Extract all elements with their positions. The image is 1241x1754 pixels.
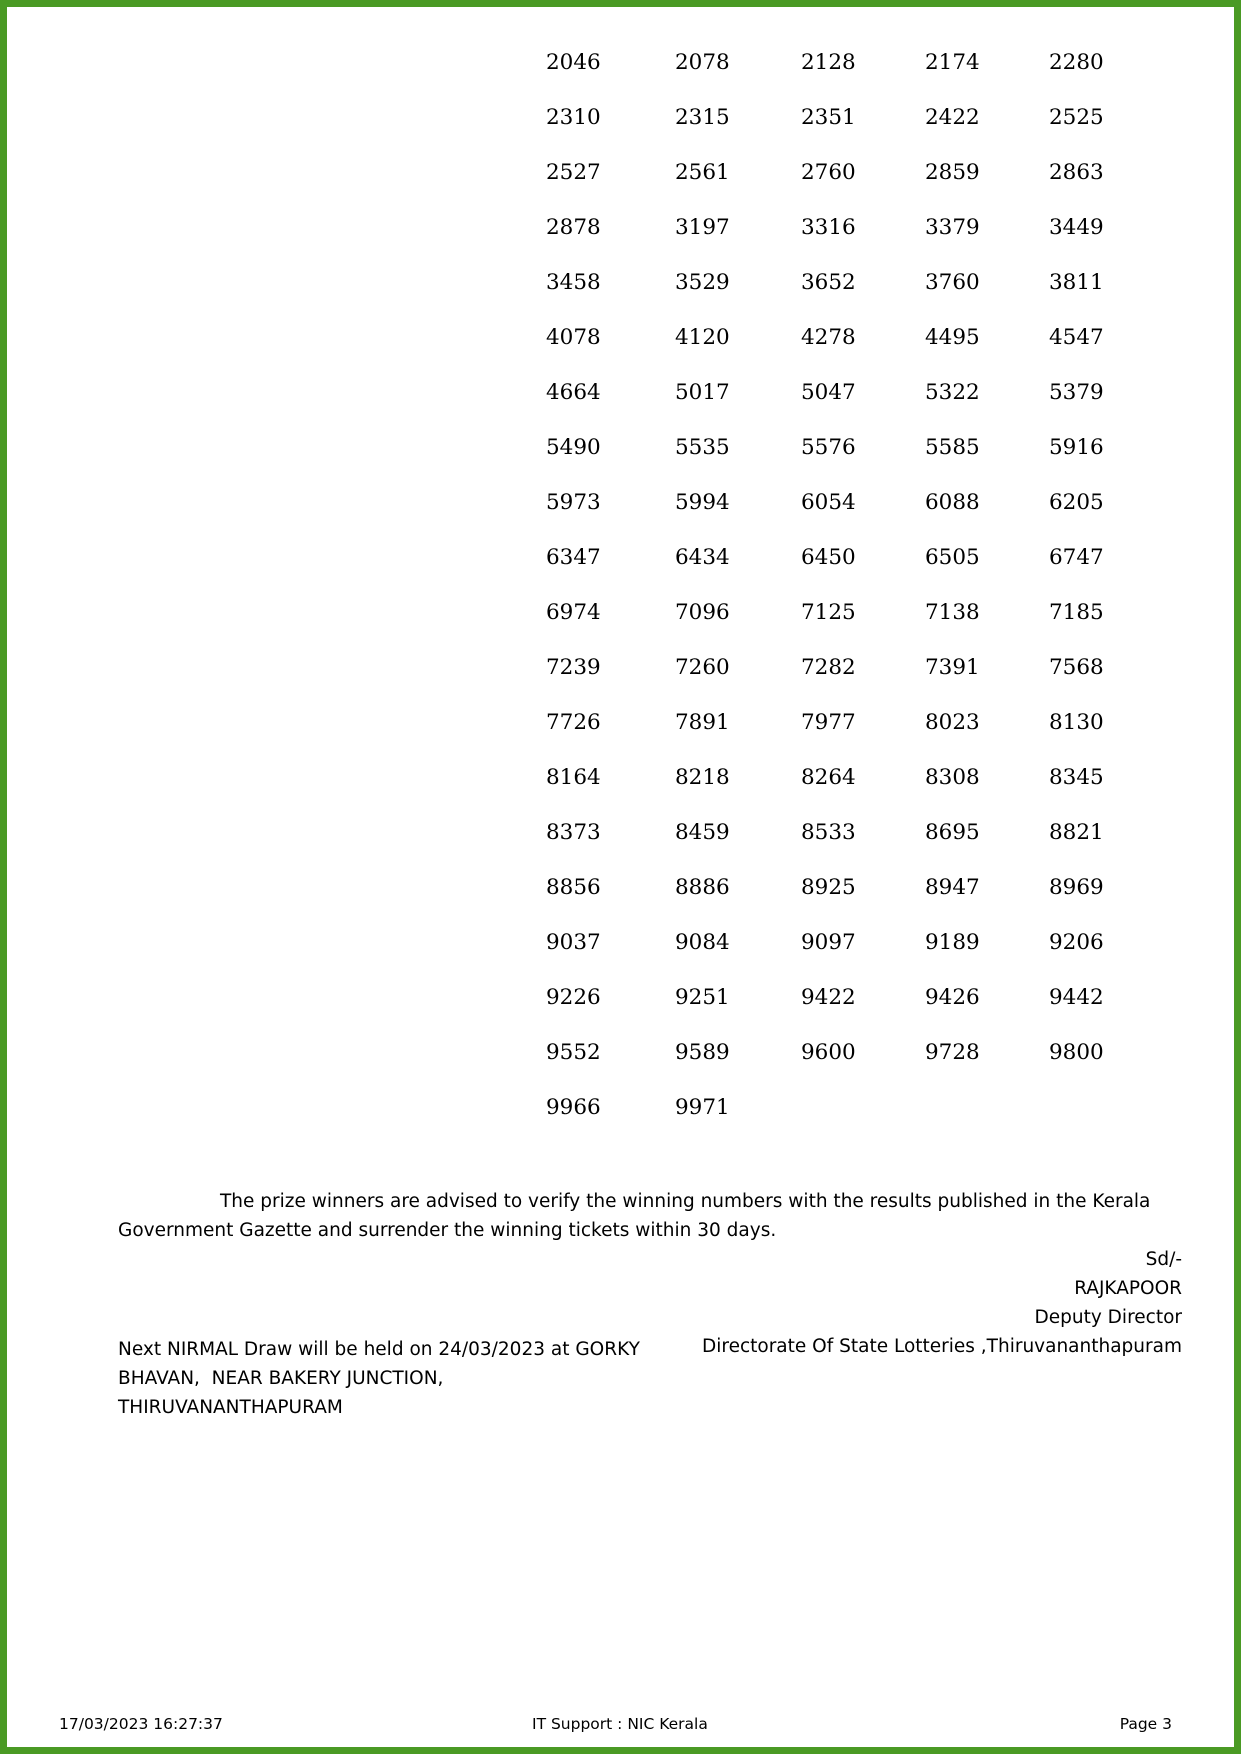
signatory-office: Directorate Of State Lotteries ,Thiruvananthapuram bbox=[701, 1336, 1182, 1357]
winning-number: 9728 bbox=[925, 1040, 980, 1065]
winning-number: 5576 bbox=[801, 435, 856, 460]
footer-support: IT Support : NIC Kerala bbox=[532, 1715, 708, 1733]
winning-number: 5535 bbox=[675, 435, 730, 460]
winning-number: 8947 bbox=[925, 875, 980, 900]
winning-number: 2315 bbox=[675, 105, 730, 130]
winning-number: 4120 bbox=[675, 325, 730, 350]
winning-number: 7239 bbox=[546, 655, 601, 680]
winning-number: 9442 bbox=[1049, 985, 1104, 1010]
winning-number: 2422 bbox=[925, 105, 980, 130]
winning-number: 4078 bbox=[546, 325, 601, 350]
winning-number: 6974 bbox=[546, 600, 601, 625]
winning-number: 6205 bbox=[1049, 490, 1104, 515]
footer-timestamp: 17/03/2023 16:27:37 bbox=[59, 1715, 223, 1733]
winning-number: 6747 bbox=[1049, 545, 1104, 570]
winning-number: 5379 bbox=[1049, 380, 1104, 405]
winning-number: 3379 bbox=[925, 215, 980, 240]
winning-number: 7125 bbox=[801, 600, 856, 625]
winning-number: 9084 bbox=[675, 930, 730, 955]
winning-number: 9037 bbox=[546, 930, 601, 955]
winning-number: 5994 bbox=[675, 490, 730, 515]
winning-number: 8856 bbox=[546, 875, 601, 900]
winning-number: 8459 bbox=[675, 820, 730, 845]
winning-number: 5322 bbox=[925, 380, 980, 405]
prize-notice: The prize winners are advised to verify the winning numbers with the results published in the Kerala Government Gazette and surrender the winning tickets within 30 days. bbox=[118, 1191, 1151, 1241]
winning-number: 8969 bbox=[1049, 875, 1104, 900]
winning-number: 2859 bbox=[925, 160, 980, 185]
winning-number: 4664 bbox=[546, 380, 601, 405]
winning-number: 9800 bbox=[1049, 1040, 1104, 1065]
winning-number: 2760 bbox=[801, 160, 856, 185]
winning-number: 9251 bbox=[675, 985, 730, 1010]
signature-sd: Sd/- bbox=[1145, 1249, 1182, 1270]
winning-number: 5585 bbox=[925, 435, 980, 460]
winning-number: 9426 bbox=[925, 985, 980, 1010]
winning-number: 3760 bbox=[925, 270, 980, 295]
winning-number: 8821 bbox=[1049, 820, 1104, 845]
next-draw-notice: Next NIRMAL Draw will be held on 24/03/2023 at GORKY BHAVAN, NEAR BAKERY JUNCTION, THIRUVANANTHAPURAM bbox=[118, 1339, 646, 1418]
winning-number: 2310 bbox=[546, 105, 601, 130]
winning-number: 2174 bbox=[925, 50, 980, 75]
winning-number: 7282 bbox=[801, 655, 856, 680]
winning-number: 7096 bbox=[675, 600, 730, 625]
winning-number: 9097 bbox=[801, 930, 856, 955]
winning-number: 6347 bbox=[546, 545, 601, 570]
winning-number: 7891 bbox=[675, 710, 730, 735]
winning-number: 6088 bbox=[925, 490, 980, 515]
winning-number: 9971 bbox=[675, 1095, 730, 1120]
winning-number: 9189 bbox=[925, 930, 980, 955]
winning-number: 6434 bbox=[675, 545, 730, 570]
winning-number: 3316 bbox=[801, 215, 856, 240]
winning-number: 3529 bbox=[675, 270, 730, 295]
winning-number: 2561 bbox=[675, 160, 730, 185]
winning-number: 2527 bbox=[546, 160, 601, 185]
winning-number: 8925 bbox=[801, 875, 856, 900]
winning-number: 9206 bbox=[1049, 930, 1104, 955]
winning-number: 5973 bbox=[546, 490, 601, 515]
winning-number: 2351 bbox=[801, 105, 856, 130]
winning-number: 3197 bbox=[675, 215, 730, 240]
winning-number: 5490 bbox=[546, 435, 601, 460]
winning-number: 2078 bbox=[675, 50, 730, 75]
winning-number: 2863 bbox=[1049, 160, 1104, 185]
winning-number: 8695 bbox=[925, 820, 980, 845]
signatory-designation: Deputy Director bbox=[1034, 1307, 1182, 1328]
winning-number: 7138 bbox=[925, 600, 980, 625]
winning-number: 4495 bbox=[925, 325, 980, 350]
winning-number: 2525 bbox=[1049, 105, 1104, 130]
winning-number: 7185 bbox=[1049, 600, 1104, 625]
winning-number: 8345 bbox=[1049, 765, 1104, 790]
winning-numbers-grid bbox=[546, 46, 1126, 1146]
winning-number: 8023 bbox=[925, 710, 980, 735]
winning-number: 7391 bbox=[925, 655, 980, 680]
winning-number: 7977 bbox=[801, 710, 856, 735]
winning-number: 2878 bbox=[546, 215, 601, 240]
winning-number: 8164 bbox=[546, 765, 601, 790]
winning-number: 9966 bbox=[546, 1095, 601, 1120]
signature-block bbox=[702, 1245, 1182, 1361]
winning-number: 8264 bbox=[801, 765, 856, 790]
winning-number: 3652 bbox=[801, 270, 856, 295]
winning-number: 9589 bbox=[675, 1040, 730, 1065]
winning-number: 6054 bbox=[801, 490, 856, 515]
winning-number: 7726 bbox=[546, 710, 601, 735]
winning-number: 4278 bbox=[801, 325, 856, 350]
winning-number: 3458 bbox=[546, 270, 601, 295]
winning-number: 6450 bbox=[801, 545, 856, 570]
winning-number: 8130 bbox=[1049, 710, 1104, 735]
winning-number: 8308 bbox=[925, 765, 980, 790]
footer-page-number: Page 3 bbox=[1119, 1715, 1172, 1733]
winning-number: 2280 bbox=[1049, 50, 1104, 75]
winning-number: 7568 bbox=[1049, 655, 1104, 680]
winning-number: 7260 bbox=[675, 655, 730, 680]
winning-number: 8218 bbox=[675, 765, 730, 790]
winning-number: 8533 bbox=[801, 820, 856, 845]
winning-number: 2128 bbox=[801, 50, 856, 75]
winning-number: 5047 bbox=[801, 380, 856, 405]
winning-number: 2046 bbox=[546, 50, 601, 75]
winning-number: 3811 bbox=[1049, 270, 1104, 295]
signatory-name: RAJKAPOOR bbox=[1074, 1278, 1182, 1299]
winning-number: 6505 bbox=[925, 545, 980, 570]
winning-number: 8373 bbox=[546, 820, 601, 845]
winning-number: 3449 bbox=[1049, 215, 1104, 240]
winning-number: 5916 bbox=[1049, 435, 1104, 460]
winning-number: 9552 bbox=[546, 1040, 601, 1065]
winning-number: 9226 bbox=[546, 985, 601, 1010]
winning-number: 5017 bbox=[675, 380, 730, 405]
winning-number: 9422 bbox=[801, 985, 856, 1010]
winning-number: 8886 bbox=[675, 875, 730, 900]
winning-number: 9600 bbox=[801, 1040, 856, 1065]
winning-number: 4547 bbox=[1049, 325, 1104, 350]
